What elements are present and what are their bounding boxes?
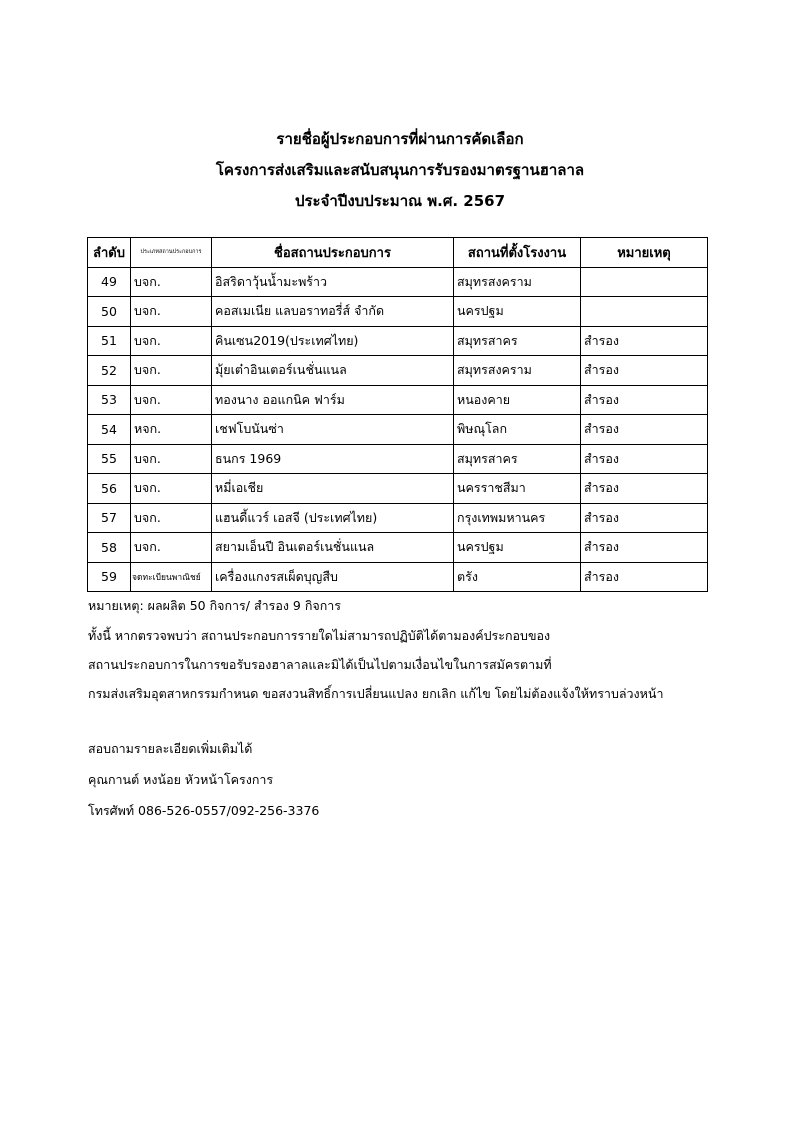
notes-section — [88, 591, 788, 708]
cell-type: บจก. — [131, 385, 212, 415]
header-location: สถานที่ตั้งโรงงาน — [454, 238, 581, 268]
table-row — [88, 356, 708, 386]
cell-remark: สำรอง — [581, 474, 708, 504]
table-row — [88, 503, 708, 533]
table-row — [88, 385, 708, 415]
notes-line-2: สถานประกอบการในการขอรับรองฮาลาลและมิได้เป็นไปตามเงื่อนไขในการสมัครตามที่ — [88, 657, 552, 672]
cell-remark: สำรอง — [581, 326, 708, 356]
cell-no: 52 — [88, 356, 131, 386]
cell-location: นครราชสีมา — [454, 474, 581, 504]
contact-line-1: สอบถามรายละเอียดเพิ่มเติมได้ — [88, 741, 253, 756]
cell-name: เชฟโบนันซ่า — [212, 415, 454, 445]
cell-location: สมุทรสาคร — [454, 326, 581, 356]
cell-type: บจก. — [131, 356, 212, 386]
cell-name: ธนกร 1969 — [212, 444, 454, 474]
notes-summary: หมายเหตุ: ผลผลิต 50 กิจการ/ สำรอง 9 กิจการ — [88, 598, 342, 613]
cell-remark: สำรอง — [581, 385, 708, 415]
contact-phone: โทรศัพท์ 086-526-0557/092-256-3376 — [88, 803, 320, 818]
cell-location: สมุทรสงคราม — [454, 356, 581, 386]
table-row — [88, 297, 708, 327]
header-remark: หมายเหตุ — [581, 238, 708, 268]
cell-remark: สำรอง — [581, 444, 708, 474]
cell-no: 57 — [88, 503, 131, 533]
cell-remark: สำรอง — [581, 415, 708, 445]
cell-remark: สำรอง — [581, 562, 708, 592]
cell-remark — [581, 297, 708, 327]
header-type: ประเภทสถานประกอบการ — [131, 238, 212, 268]
cell-name: คอสเมเนีย แลบอราทอรี่ส์ จำกัด — [212, 297, 454, 327]
cell-no: 54 — [88, 415, 131, 445]
notes-line-1: ทั้งนี้ หากตรวจพบว่า สถานประกอบการรายใดไม่สามารถปฏิบัติได้ตามองค์ประกอบของ — [88, 628, 551, 643]
cell-name: เครื่องแกงรสเผ็ดบุญสืบ — [212, 562, 454, 592]
table-row — [88, 533, 708, 563]
contact-line-2: คุณกานต์ หงน้อย หัวหน้าโครงการ — [88, 772, 274, 787]
cell-remark: สำรอง — [581, 356, 708, 386]
cell-location: นครปฐม — [454, 297, 581, 327]
cell-type: หจก. — [131, 415, 212, 445]
cell-type: บจก. — [131, 474, 212, 504]
header-no: ลำดับ — [88, 238, 131, 268]
table-row — [88, 474, 708, 504]
cell-type: บจก. — [131, 267, 212, 297]
table-row — [88, 562, 708, 592]
cell-location: กรุงเทพมหานคร — [454, 503, 581, 533]
table-header-row — [88, 238, 708, 268]
cell-name: แฮนดี้แวร์ เอสจี (ประเทศไทย) — [212, 503, 454, 533]
cell-location: พิษณุโลก — [454, 415, 581, 445]
cell-remark — [581, 267, 708, 297]
cell-type: บจก. — [131, 503, 212, 533]
notes-line-3: กรมส่งเสริมอุตสาหกรรมกำหนด ขอสงวนสิทธิ์การเปลี่ยนแปลง ยกเลิก แก้ไข โดยไม่ต้องแจ้งให้ทราบล่วงหน้า — [88, 686, 664, 701]
cell-no: 59 — [88, 562, 131, 592]
cell-name: หมี่เอเชีย — [212, 474, 454, 504]
table-row — [88, 444, 708, 474]
cell-no: 58 — [88, 533, 131, 563]
cell-location: สมุทรสาคร — [454, 444, 581, 474]
cell-no: 56 — [88, 474, 131, 504]
cell-location: สมุทรสงคราม — [454, 267, 581, 297]
table-row — [88, 415, 708, 445]
cell-name: คินเซน2019(ประเทศไทย) — [212, 326, 454, 356]
cell-location: นครปฐม — [454, 533, 581, 563]
cell-name: อิสริดาวุ้นน้ำมะพร้าว — [212, 267, 454, 297]
table-row — [88, 267, 708, 297]
cell-no: 53 — [88, 385, 131, 415]
selected-operators-table — [87, 237, 708, 592]
cell-type: บจก. — [131, 533, 212, 563]
contact-section — [88, 733, 319, 826]
cell-no: 55 — [88, 444, 131, 474]
header-name: ชื่อสถานประกอบการ — [212, 238, 454, 268]
cell-no: 51 — [88, 326, 131, 356]
cell-remark: สำรอง — [581, 503, 708, 533]
title-line-3: ประจำปีงบประมาณ พ.ศ. 2567 — [294, 192, 506, 210]
cell-type: บจก. — [131, 326, 212, 356]
table-row — [88, 326, 708, 356]
document-title — [0, 124, 800, 217]
cell-name: ทองนาง ออแกนิค ฟาร์ม — [212, 385, 454, 415]
cell-type: จดทะเบียนพาณิชย์ — [131, 562, 212, 592]
title-line-2: โครงการส่งเสริมและสนับสนุนการรับรองมาตรฐานฮาลาล — [215, 161, 585, 179]
cell-type: บจก. — [131, 297, 212, 327]
cell-name: สยามเอ็นปี อินเตอร์เนชั่นแนล — [212, 533, 454, 563]
title-line-1: รายชื่อผู้ประกอบการที่ผ่านการคัดเลือก — [276, 130, 524, 148]
cell-no: 49 — [88, 267, 131, 297]
cell-no: 50 — [88, 297, 131, 327]
cell-location: ตรัง — [454, 562, 581, 592]
cell-remark: สำรอง — [581, 533, 708, 563]
cell-name: มุ้ยเต๋าอินเตอร์เนชั่นแนล — [212, 356, 454, 386]
cell-location: หนองคาย — [454, 385, 581, 415]
cell-type: บจก. — [131, 444, 212, 474]
